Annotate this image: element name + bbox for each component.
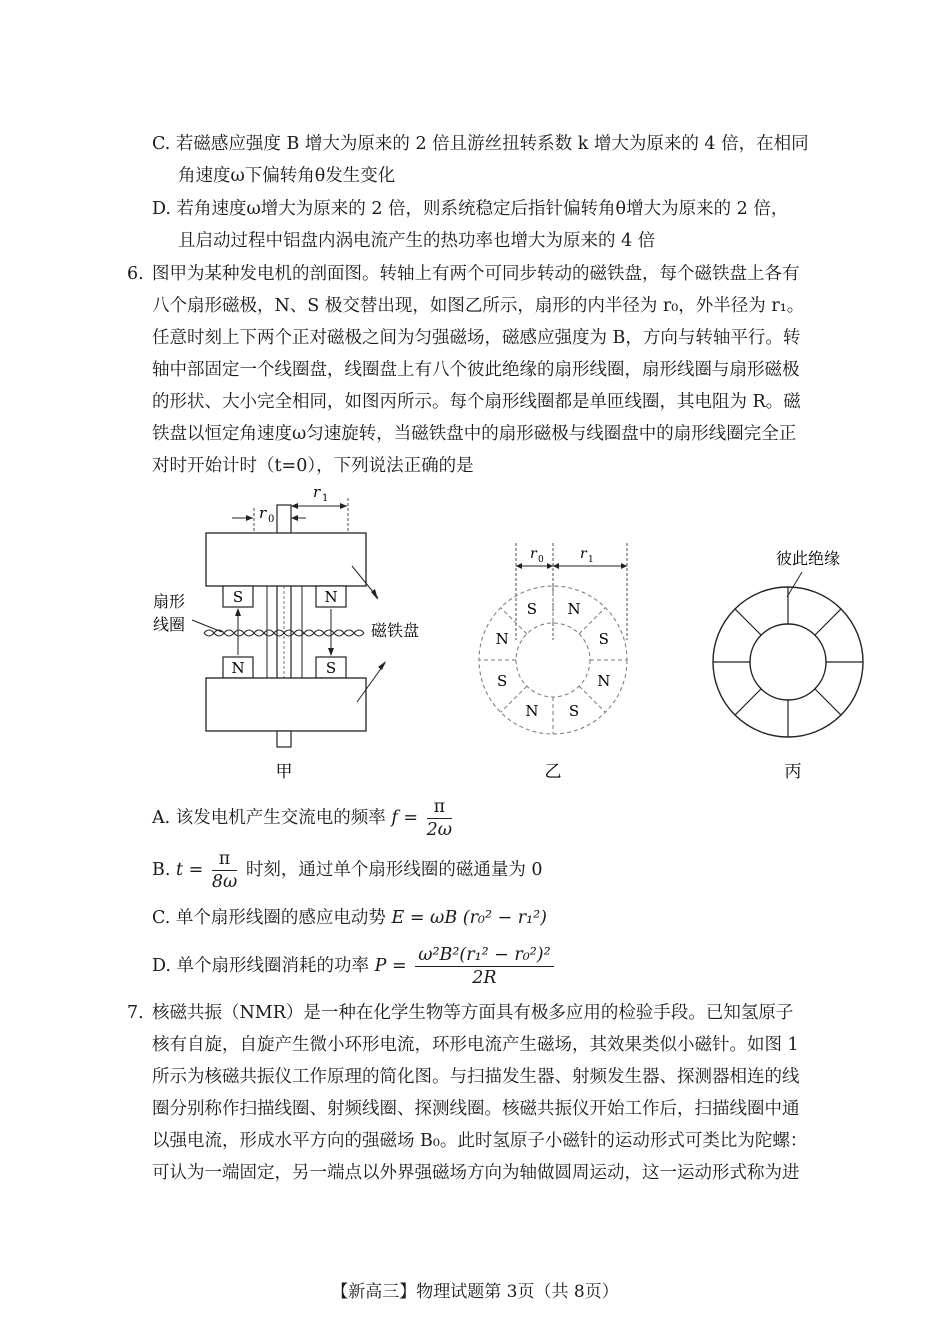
jia-caption: 甲 (275, 762, 293, 782)
q6-line-6: 铁盘以恒定角速度ω匀速旋转，当磁铁盘中的扇形磁极与线圈盘中的扇形线圈完全正 (152, 424, 797, 444)
sector-divider (735, 689, 761, 715)
yi-pole-label: S (598, 629, 609, 648)
jia-r0-label: r (259, 504, 267, 522)
jia-label-coil-1: 扇形 (153, 592, 186, 611)
figure-yi (470, 535, 640, 785)
q6-option-c (152, 906, 547, 930)
jia-r1-label: r (313, 483, 321, 501)
q6-option-a-num: π (427, 796, 452, 819)
jia-pole-top-right: N (324, 588, 338, 606)
yi-r0-label: r (530, 546, 537, 562)
sector-divider (815, 609, 841, 635)
q7-line-4: 圈分别称作扫描线圈、射频线圈、探测线圈。核磁共振仪开始工作后，扫描线圈中通 (152, 1099, 800, 1119)
q6-line-5: 的形状、大小完全相同，如图丙所示。每个扇形线圈都是单匝线圈，其电阻为 R。磁 (152, 392, 801, 412)
q6-line-4: 轴中部固定一个线圈盘，线圈盘上有八个彼此绝缘的扇形线圈，扇形线圈与扇形磁极 (152, 360, 800, 380)
yi-pole-label: N (597, 672, 611, 691)
yi-pole-label: N (495, 629, 509, 648)
yi-pole-label: S (526, 600, 538, 619)
q6-option-a-fraction (427, 796, 452, 841)
q6-line-2: 八个扇形磁极，N、S 极交替出现，如图乙所示，扇形的内半径为 r₀，外半径为 r₁。 (152, 296, 805, 316)
q6-option-b-lhs: t = (176, 860, 204, 880)
q6-option-b-num: π (212, 848, 237, 871)
q6-option-a (152, 796, 455, 841)
q6-option-d-text: D. 单个扇形线圈消耗的功率 (152, 956, 370, 976)
figure-bing (700, 540, 880, 785)
q6-option-d-fraction (415, 944, 553, 989)
q6-option-b (152, 848, 543, 893)
jia-pole-bottom-left: N (231, 659, 245, 677)
jia-label-coil-2: 线圈 (153, 615, 186, 634)
jia-label-disk: 磁铁盘 (371, 621, 420, 640)
q6-option-b-den: 8ω (211, 872, 238, 892)
q5-option-d-line1: D. 若角速度ω增大为原来的 2 倍，则系统稳定后指针偏转角θ增大为原来的 2 倍， (152, 199, 789, 219)
q6-line-7: 对时开始计时（t=0），下列说法正确的是 (152, 456, 474, 476)
q6-option-d (152, 944, 557, 989)
yi-pole-label: N (525, 701, 539, 720)
q5-option-d-line2: 且启动过程中铝盘内涡电流产生的热功率也增大为原来的 4 倍 (178, 231, 656, 251)
q7-line-3: 所示为核磁共振仪工作原理的简化图。与扫描发生器、射频发生器、探测器相连的线 (152, 1067, 800, 1087)
q6-option-d-num: ω²B²(r₁² − r₀²)² (415, 944, 553, 967)
jia-r0-sub: 0 (268, 514, 275, 525)
q7-line-2: 核有自旋，自旋产生微小环形电流，环形电流产生磁场，其效果类似小磁针。如图 1 (152, 1035, 799, 1055)
sector-divider (579, 686, 605, 712)
q6-option-b-text: 时刻，通过单个扇形线圈的磁通量为 0 (245, 860, 543, 880)
q6-number: 6. (127, 264, 144, 284)
q6-option-a-text: A. 该发电机产生交流电的频率 (152, 808, 386, 828)
bing-label: 彼此绝缘 (775, 549, 841, 568)
yi-pole-label: S (568, 701, 580, 720)
q7-line-5: 以强电流，形成水平方向的强磁场 B₀。此时氢原子小磁针的运动形式可类比为陀螺： (152, 1131, 808, 1151)
sector-divider (735, 609, 761, 635)
q6-option-c-formula: E = ωB (r₀² − r₁²) (391, 908, 547, 928)
yi-r0-sub: 0 (538, 555, 544, 565)
jia-r1-sub: 1 (322, 493, 329, 504)
jia-pole-bottom-right: S (325, 659, 337, 677)
q6-line-3: 任意时刻上下两个正对磁极之间为匀强磁场，磁感应强度为 B，方向与转轴平行。转 (152, 328, 801, 348)
q6-option-b-fraction (212, 848, 237, 893)
sector-divider (501, 686, 527, 712)
figure-jia (145, 478, 445, 788)
q5-option-c-line2: 角速度ω下偏转角θ发生变化 (178, 166, 396, 186)
yi-pole-label: N (567, 600, 581, 619)
sector-divider (815, 689, 841, 715)
yi-pole-label: S (497, 672, 508, 691)
q6-option-b-prefix: B. (152, 860, 171, 880)
q5-option-c-line1: C. 若磁感应强度 B 增大为原来的 2 倍且游丝扭转系数 k 增大为原来的 4 倍，在相同 (152, 134, 809, 154)
yi-r1-sub: 1 (588, 555, 594, 565)
yi-r1-label: r (580, 546, 587, 562)
yi-caption: 乙 (544, 762, 562, 782)
q7-line-6: 可认为一端固定，另一端点以外界强磁场方向为轴做圆周运动，这一运动形式称为进 (152, 1163, 800, 1183)
bing-caption: 丙 (784, 762, 802, 782)
page-footer: 【新高三】物理试题第 3页（共 8页） (331, 1282, 619, 1302)
q6-option-a-lhs: f = (391, 808, 419, 828)
q6-option-d-lhs: P = (374, 956, 407, 976)
q6-option-c-text: C. 单个扇形线圈的感应电动势 (152, 908, 386, 928)
jia-pole-top-left: S (232, 588, 244, 606)
q7-line-1: 核磁共振（NMR）是一种在化学生物等方面具有极多应用的检验手段。已知氢原子 (152, 1003, 794, 1023)
q6-line-1: 图甲为某种发电机的剖面图。转轴上有两个可同步转动的磁铁盘，每个磁铁盘上各有 (152, 264, 800, 284)
q6-option-d-den: 2R (472, 968, 497, 988)
q6-option-a-den: 2ω (426, 820, 453, 840)
q7-number: 7. (127, 1003, 144, 1023)
